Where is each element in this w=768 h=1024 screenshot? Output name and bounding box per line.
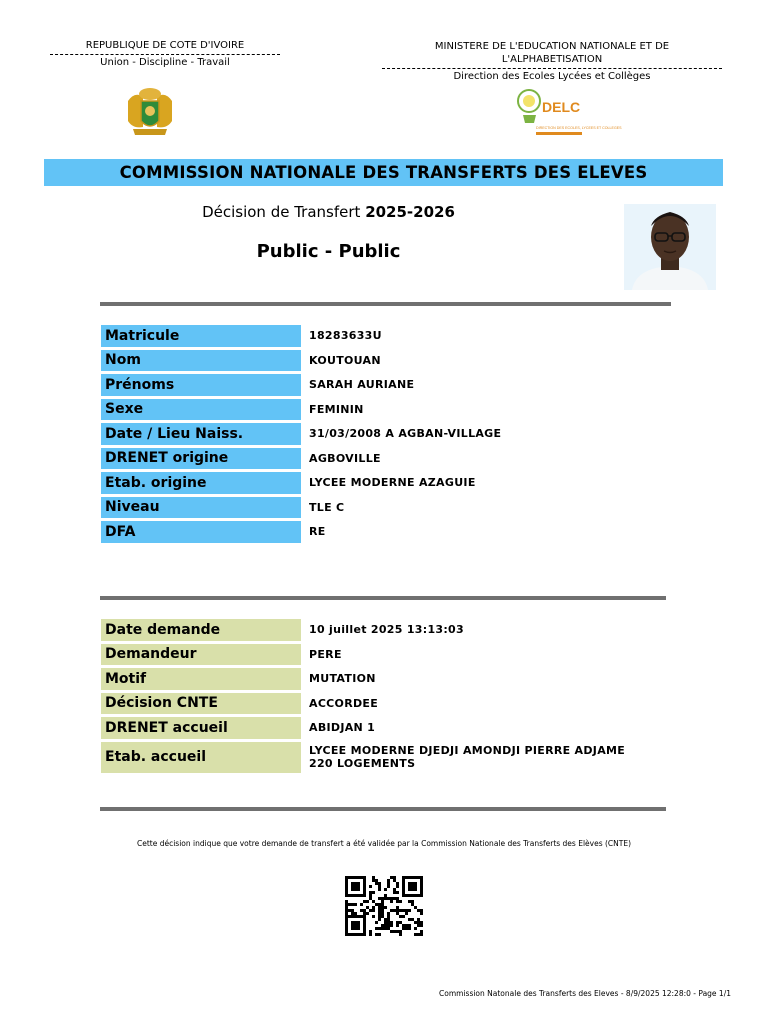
qr-module xyxy=(408,909,411,912)
qr-module xyxy=(375,921,378,924)
field-value: LYCEE MODERNE AZAGUIE xyxy=(309,476,476,490)
decision-year: 2025-2026 xyxy=(365,203,455,221)
qr-module xyxy=(390,909,393,912)
field-value-line1: LYCEE MODERNE DJEDJI AMONDJI PIERRE ADJAME xyxy=(309,744,626,757)
qr-module xyxy=(378,933,381,936)
qr-module xyxy=(384,894,387,897)
qr-module xyxy=(399,909,402,912)
qr-module xyxy=(384,906,387,909)
qr-module xyxy=(378,912,381,915)
qr-module xyxy=(405,909,408,912)
qr-module xyxy=(381,906,384,909)
qr-module xyxy=(414,921,417,924)
qr-module xyxy=(393,876,396,879)
qr-module xyxy=(375,903,378,906)
qr-module xyxy=(345,906,348,909)
qr-module xyxy=(390,924,393,927)
qr-module xyxy=(363,909,366,912)
qr-module xyxy=(393,879,396,882)
qr-module xyxy=(381,900,384,903)
qr-module xyxy=(414,933,417,936)
request-info-table xyxy=(99,616,687,776)
qr-module xyxy=(390,897,393,900)
qr-module xyxy=(411,918,414,921)
qr-module xyxy=(393,897,396,900)
qr-module xyxy=(402,909,405,912)
qr-module xyxy=(417,909,420,912)
qr-module xyxy=(408,927,411,930)
qr-module xyxy=(381,915,384,918)
qr-module xyxy=(411,903,414,906)
qr-module xyxy=(366,900,369,903)
qr-module xyxy=(351,912,354,915)
qr-module xyxy=(372,909,375,912)
transfer-type: Public - Public xyxy=(256,241,401,262)
delc-logo-icon xyxy=(516,85,622,140)
qr-module xyxy=(381,909,384,912)
qr-module xyxy=(396,924,399,927)
qr-module xyxy=(381,924,384,927)
field-value: 10 juillet 2025 13:13:03 xyxy=(309,623,464,637)
qr-module xyxy=(369,933,372,936)
qr-module xyxy=(345,903,348,906)
qr-module xyxy=(354,912,357,915)
qr-module xyxy=(387,924,390,927)
page-footer: Commission Natonale des Transferts des Eleves - 8/9/2025 12:28:0 - Page 1/1 xyxy=(439,989,731,998)
qr-module xyxy=(375,879,378,882)
qr-module xyxy=(396,882,399,885)
table-row xyxy=(101,693,685,715)
table-row xyxy=(101,668,685,690)
field-label: Nom xyxy=(101,350,301,372)
header-left xyxy=(50,40,280,68)
qr-module xyxy=(414,906,417,909)
field-value xyxy=(303,742,685,773)
qr-module xyxy=(408,882,417,891)
qr-module xyxy=(378,882,381,885)
qr-module xyxy=(378,906,381,909)
qr-module xyxy=(405,924,408,927)
dotted-divider xyxy=(382,68,722,69)
qr-module xyxy=(417,918,420,921)
field-label: Etab. origine xyxy=(101,472,301,494)
qr-module xyxy=(399,933,402,936)
direction-name: Direction des Ecoles Lycées et Collèges xyxy=(453,71,651,82)
table-row xyxy=(101,325,685,347)
qr-module xyxy=(387,918,390,921)
qr-module xyxy=(390,930,393,933)
qr-module xyxy=(387,927,390,930)
qr-module xyxy=(378,897,381,900)
qr-module xyxy=(405,927,408,930)
qr-module xyxy=(375,933,378,936)
qr-module xyxy=(369,930,372,933)
qr-module xyxy=(363,900,366,903)
qr-module xyxy=(420,930,423,933)
field-label: Demandeur xyxy=(101,644,301,666)
validation-note: Cette décision indique que votre demande de transfert a été validée par la Commission Nationale des Transferts des Elèves (CNTE) xyxy=(136,839,632,848)
qr-module xyxy=(387,879,390,882)
table-row xyxy=(101,423,685,445)
qr-module xyxy=(375,882,378,885)
field-label: Décision CNTE xyxy=(101,693,301,715)
qr-module xyxy=(396,930,399,933)
ministry-name-line1: MINISTERE DE L'EDUCATION NATIONALE ET DE xyxy=(434,41,670,52)
qr-module xyxy=(396,900,399,903)
commission-banner: COMMISSION NATIONALE DES TRANSFERTS DES ELEVES xyxy=(44,159,723,186)
qr-module xyxy=(384,927,387,930)
qr-module xyxy=(345,912,348,915)
qr-module xyxy=(390,876,393,879)
qr-module xyxy=(396,912,399,915)
qr-module xyxy=(366,906,369,909)
section-divider xyxy=(100,596,666,600)
field-value: KOUTOUAN xyxy=(309,353,381,367)
qr-module xyxy=(390,900,393,903)
qr-module xyxy=(387,882,390,885)
table-row xyxy=(101,472,685,494)
qr-module xyxy=(420,912,423,915)
qr-module xyxy=(405,912,408,915)
qr-module xyxy=(420,921,423,924)
field-value: TLE C xyxy=(309,500,345,514)
qr-module xyxy=(396,885,399,888)
qr-module xyxy=(396,891,399,894)
qr-module xyxy=(417,933,420,936)
qr-module xyxy=(396,897,399,900)
qr-module xyxy=(345,900,348,903)
qr-module xyxy=(387,915,390,918)
qr-module xyxy=(372,879,375,882)
qr-module xyxy=(408,918,411,921)
field-label: DRENET accueil xyxy=(101,717,301,739)
qr-module xyxy=(381,927,384,930)
qr-module xyxy=(354,903,357,906)
qr-module xyxy=(372,915,375,918)
qr-module xyxy=(387,885,390,888)
qr-module xyxy=(372,900,375,903)
qr-module xyxy=(396,921,399,924)
qr-module xyxy=(387,912,390,915)
qr-module xyxy=(369,894,372,897)
table-row xyxy=(101,497,685,519)
field-value: FEMININ xyxy=(309,402,364,416)
qr-module xyxy=(372,876,375,879)
qr-module xyxy=(393,891,396,894)
qr-module xyxy=(396,906,399,909)
field-value-line2: 220 LOGEMENTS xyxy=(309,757,416,770)
qr-module xyxy=(369,909,372,912)
qr-module xyxy=(351,882,360,891)
qr-module xyxy=(387,897,390,900)
table-row xyxy=(101,742,685,773)
qr-module xyxy=(366,912,369,915)
qr-module xyxy=(420,909,423,912)
qr-module xyxy=(348,909,351,912)
field-value: ABIDJAN 1 xyxy=(309,721,376,735)
field-label: Prénoms xyxy=(101,374,301,396)
qr-module xyxy=(378,903,381,906)
qr-module xyxy=(369,897,372,900)
field-label: Etab. accueil xyxy=(101,742,301,773)
qr-module xyxy=(384,918,387,921)
qr-module xyxy=(372,891,375,894)
section-divider xyxy=(100,807,666,811)
qr-module xyxy=(402,924,405,927)
table-row xyxy=(101,717,685,739)
qr-module xyxy=(381,903,384,906)
ministry-name-line2: L'ALPHABETISATION xyxy=(501,54,603,65)
student-info-table xyxy=(99,322,687,546)
field-label: Motif xyxy=(101,668,301,690)
table-row xyxy=(101,644,685,666)
field-value: RE xyxy=(309,525,326,539)
qr-module xyxy=(360,903,363,906)
student-photo xyxy=(624,204,716,290)
qr-module xyxy=(345,909,348,912)
table-row xyxy=(101,521,685,543)
qr-module xyxy=(414,927,417,930)
field-value: 18283633U xyxy=(309,329,382,343)
qr-module xyxy=(348,903,351,906)
qr-module xyxy=(378,927,381,930)
field-label: Date / Lieu Naiss. xyxy=(101,423,301,445)
decision-label: Décision de Transfert xyxy=(202,203,361,221)
qr-module xyxy=(384,888,387,891)
qr-module xyxy=(384,921,387,924)
qr-module xyxy=(381,912,384,915)
field-label: Niveau xyxy=(101,497,301,519)
qr-module xyxy=(378,915,381,918)
table-row xyxy=(101,448,685,470)
field-label: DFA xyxy=(101,521,301,543)
qr-module xyxy=(360,909,363,912)
qr-module xyxy=(420,924,423,927)
field-label: Sexe xyxy=(101,399,301,421)
qr-module xyxy=(399,915,402,918)
field-value: 31/03/2008 A AGBAN-VILLAGE xyxy=(309,427,502,441)
qr-module xyxy=(408,900,411,903)
qr-module xyxy=(393,888,396,891)
qr-module xyxy=(387,921,390,924)
qr-module xyxy=(402,927,405,930)
field-value: PERE xyxy=(309,647,342,661)
coat-of-arms-icon xyxy=(125,83,175,139)
qr-module xyxy=(381,897,384,900)
qr-module xyxy=(363,912,366,915)
qr-module xyxy=(378,909,381,912)
qr-module xyxy=(408,924,411,927)
qr-module xyxy=(351,903,354,906)
qr-module xyxy=(369,885,372,888)
dotted-divider xyxy=(50,54,280,55)
qr-module xyxy=(351,909,354,912)
qr-module xyxy=(390,921,393,924)
qr-module xyxy=(351,921,360,930)
country-name: REPUBLIQUE DE COTE D'IVOIRE xyxy=(85,40,245,51)
qr-module xyxy=(372,906,375,909)
qr-module xyxy=(402,915,405,918)
qr-module xyxy=(393,930,396,933)
field-label: Matricule xyxy=(101,325,301,347)
qr-module xyxy=(369,891,372,894)
national-motto: Union - Discipline - Travail xyxy=(100,57,230,68)
field-value: AGBOVILLE xyxy=(309,451,381,465)
field-label: DRENET origine xyxy=(101,448,301,470)
svg-text:DIRECTION DES ECOLES, LYCEES E: DIRECTION DES ECOLES, LYCEES ET COLLEGES xyxy=(536,126,622,130)
svg-text:DELC: DELC xyxy=(542,99,581,115)
qr-module xyxy=(399,930,402,933)
qr-module xyxy=(417,921,420,924)
qr-module xyxy=(378,888,381,891)
qr-module xyxy=(399,921,402,924)
qr-module xyxy=(378,918,381,921)
field-label: Date demande xyxy=(101,619,301,641)
qr-module xyxy=(384,897,387,900)
section-divider xyxy=(100,302,671,306)
table-row xyxy=(101,399,685,421)
table-row xyxy=(101,374,685,396)
qr-module xyxy=(399,900,402,903)
table-row xyxy=(101,619,685,641)
qr-module xyxy=(411,900,414,903)
field-value: MUTATION xyxy=(309,672,376,686)
qr-module xyxy=(396,909,399,912)
qr-module xyxy=(393,909,396,912)
field-value: ACCORDEE xyxy=(309,696,379,710)
qr-module xyxy=(384,924,387,927)
decision-title xyxy=(0,203,657,221)
qr-code-icon xyxy=(345,876,423,936)
header-right xyxy=(382,40,722,83)
qr-module xyxy=(378,885,381,888)
table-row xyxy=(101,350,685,372)
qr-module xyxy=(417,924,420,927)
qr-module xyxy=(420,933,423,936)
qr-module xyxy=(375,927,378,930)
field-value: SARAH AURIANE xyxy=(309,378,415,392)
